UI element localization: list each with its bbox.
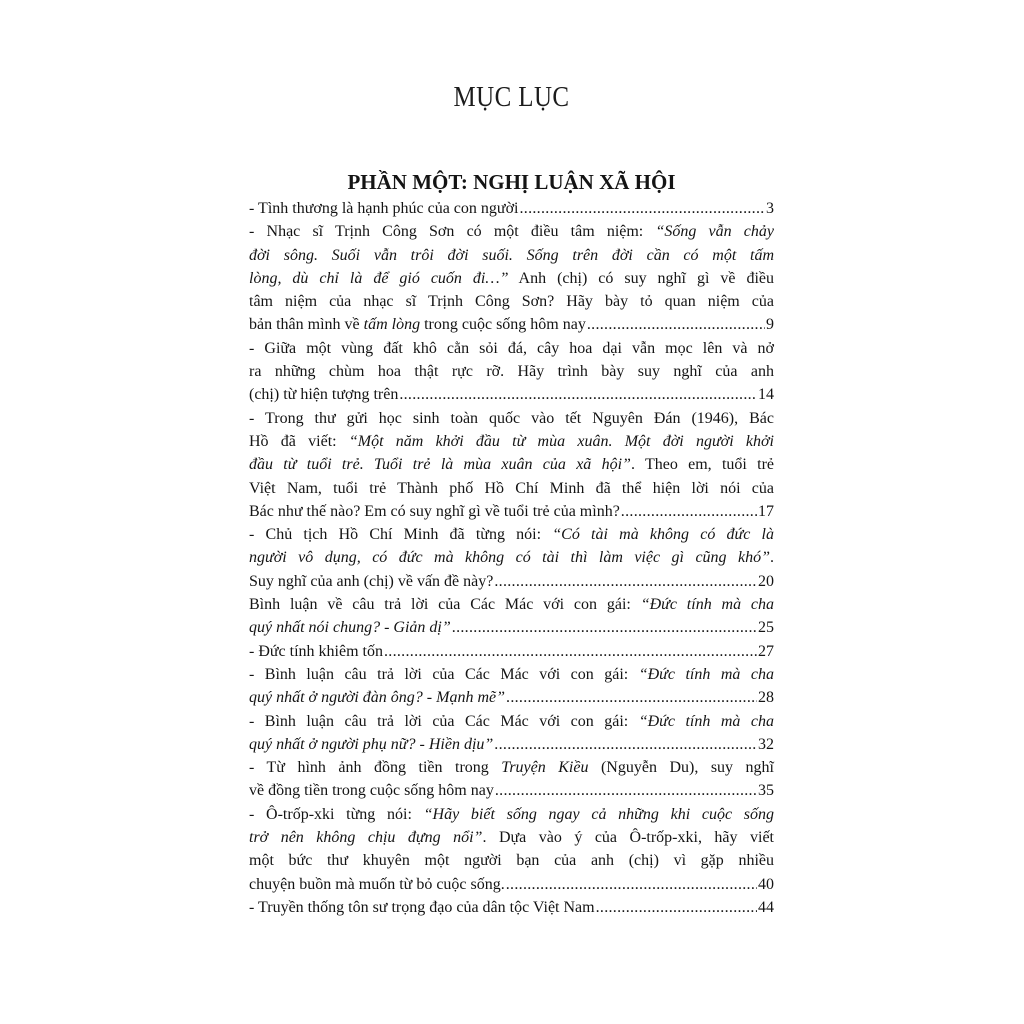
toc-entry-line: - Từ hình ảnh đồng tiền trong Truyện Kiều (Nguyễn Du), suy nghĩ — [249, 759, 775, 777]
toc-entry — [249, 803, 774, 896]
toc-entry-line: - Chủ tịch Hồ Chí Minh đã từng nói: “Có tài mà không có đức là — [249, 526, 774, 544]
toc-entry — [249, 640, 774, 663]
toc-entry-title: Bác như thế nào? Em có suy nghĩ gì về tuổi trẻ của mình? — [249, 502, 620, 520]
dot-leader — [494, 733, 757, 756]
toc-entry — [249, 220, 774, 336]
toc-page-number: 25 — [758, 619, 774, 637]
toc-entry-line: một bức thư khuyên một người bạn của anh (chị) vì gặp nhiều — [249, 852, 774, 870]
toc-entry-title: về đồng tiền trong cuộc sống hôm nay — [249, 782, 494, 800]
toc-entry-line: trở nên không chịu đựng nổi”. Dựa vào ý của Ô-trốp-xki, hãy viết — [249, 829, 774, 847]
toc-entry — [249, 523, 774, 593]
toc-entry-line: ra những chùm hoa thật rực rỡ. Hãy trình bày suy nghĩ của anh — [249, 363, 774, 381]
toc-entry-title: quý nhất ở người phụ nữ? - Hiền dịu” — [249, 735, 494, 753]
dot-leader — [495, 779, 757, 802]
toc-entry-title: - Truyền thống tôn sư trọng đạo của dân tộc Việt Nam — [249, 898, 595, 916]
dot-leader — [519, 197, 765, 220]
dot-leader — [494, 570, 757, 593]
dot-leader — [621, 500, 757, 523]
toc-entry-line: đời sông. Suối vẫn trôi đời suối. Sống trên đời cần có một tấm — [249, 246, 774, 264]
document-page — [249, 78, 774, 919]
toc-page-number: 27 — [758, 642, 774, 660]
toc-entry-title: quý nhất nói chung? - Giản dị” — [249, 619, 451, 637]
toc-entry — [249, 407, 774, 523]
toc-entry-line: - Bình luận câu trả lời của Các Mác với con gái: “Đức tính mà cha — [249, 665, 774, 683]
part-title: PHẦN MỘT: NGHỊ LUẬN XÃ HỘI — [347, 170, 676, 194]
toc-entry — [249, 756, 774, 803]
toc-entry-line: Bình luận về câu trả lời của Các Mác với con gái: “Đức tính mà cha — [249, 596, 775, 614]
toc-entry — [249, 593, 774, 640]
toc-page-number: 32 — [758, 735, 774, 753]
toc-entry — [249, 197, 774, 220]
toc-entry-line: người vô dụng, có đức mà không có tài thì làm việc gì cũng khó”. — [249, 549, 774, 567]
dot-leader — [596, 896, 757, 919]
toc-entry-line: đầu từ tuổi trẻ. Tuổi trẻ là mùa xuân của xã hội”. Theo em, tuổi trẻ — [249, 456, 775, 474]
table-of-contents — [249, 197, 774, 919]
toc-page-number: 40 — [758, 875, 774, 893]
dot-leader — [506, 686, 757, 709]
toc-page-number: 3 — [766, 200, 774, 217]
toc-entry-line: lòng, dù chỉ là để gió cuốn đi…” Anh (chị) có suy nghĩ gì về điều — [249, 269, 774, 287]
toc-entry-title: chuyện buồn mà muốn từ bỏ cuộc sống. — [249, 875, 505, 893]
toc-page-number: 35 — [758, 782, 774, 800]
toc-page-number: 20 — [758, 572, 774, 590]
toc-entry — [249, 896, 774, 919]
toc-entry-line: Hồ đã viết: “Một năm khởi đầu từ mùa xuân. Một đời người khởi — [249, 432, 775, 450]
dot-leader — [506, 873, 757, 896]
toc-entry-title: Suy nghĩ của anh (chị) về vấn đề này? — [249, 572, 494, 590]
toc-page-number: 14 — [758, 386, 774, 404]
toc-entry-title: - Đức tính khiêm tốn — [249, 642, 383, 660]
toc-page-number: 17 — [758, 502, 774, 520]
dot-leader — [399, 383, 757, 406]
toc-entry-line: - Bình luận câu trả lời của Các Mác với con gái: “Đức tính mà cha — [249, 712, 774, 730]
toc-page-number: 9 — [766, 316, 774, 334]
toc-entry-line: tâm niệm của nhạc sĩ Trịnh Công Sơn? Hãy bày tỏ quan niệm của — [249, 293, 774, 311]
dot-leader — [587, 313, 765, 336]
toc-page-number: 28 — [758, 689, 774, 707]
toc-page-number: 44 — [758, 898, 774, 916]
toc-entry — [249, 337, 774, 407]
toc-entry-title: quý nhất ở người đàn ông? - Mạnh mẽ” — [249, 689, 506, 707]
toc-entry-line: - Trong thư gửi học sinh toàn quốc vào tết Nguyên Đán (1946), Bác — [249, 409, 774, 427]
toc-entry-line: - Giữa một vùng đất khô cằn sỏi đá, cây hoa dại vẫn mọc lên và nở — [249, 339, 774, 357]
toc-entry — [249, 663, 774, 710]
toc-entry-title: bản thân mình về tấm lòng trong cuộc sống hôm nay — [249, 316, 586, 334]
toc-entry-line: - Nhạc sĩ Trịnh Công Sơn có một điều tâm niệm: “Sống vẫn chảy — [249, 223, 775, 241]
dot-leader — [452, 616, 757, 639]
toc-entry — [249, 710, 774, 757]
toc-entry-title: (chị) từ hiện tượng trên — [249, 386, 399, 404]
toc-entry-line: Việt Nam, tuổi trẻ Thành phố Hồ Chí Minh đã thể hiện lời nói của — [249, 479, 774, 497]
dot-leader — [384, 640, 757, 663]
toc-entry-line: - Ô-trốp-xki từng nói: “Hãy biết sống ngay cả những khi cuộc sống — [249, 805, 775, 823]
toc-entry-title: - Tình thương là hạnh phúc của con người — [249, 200, 519, 217]
page-title: MỤC LỤC — [453, 81, 570, 113]
